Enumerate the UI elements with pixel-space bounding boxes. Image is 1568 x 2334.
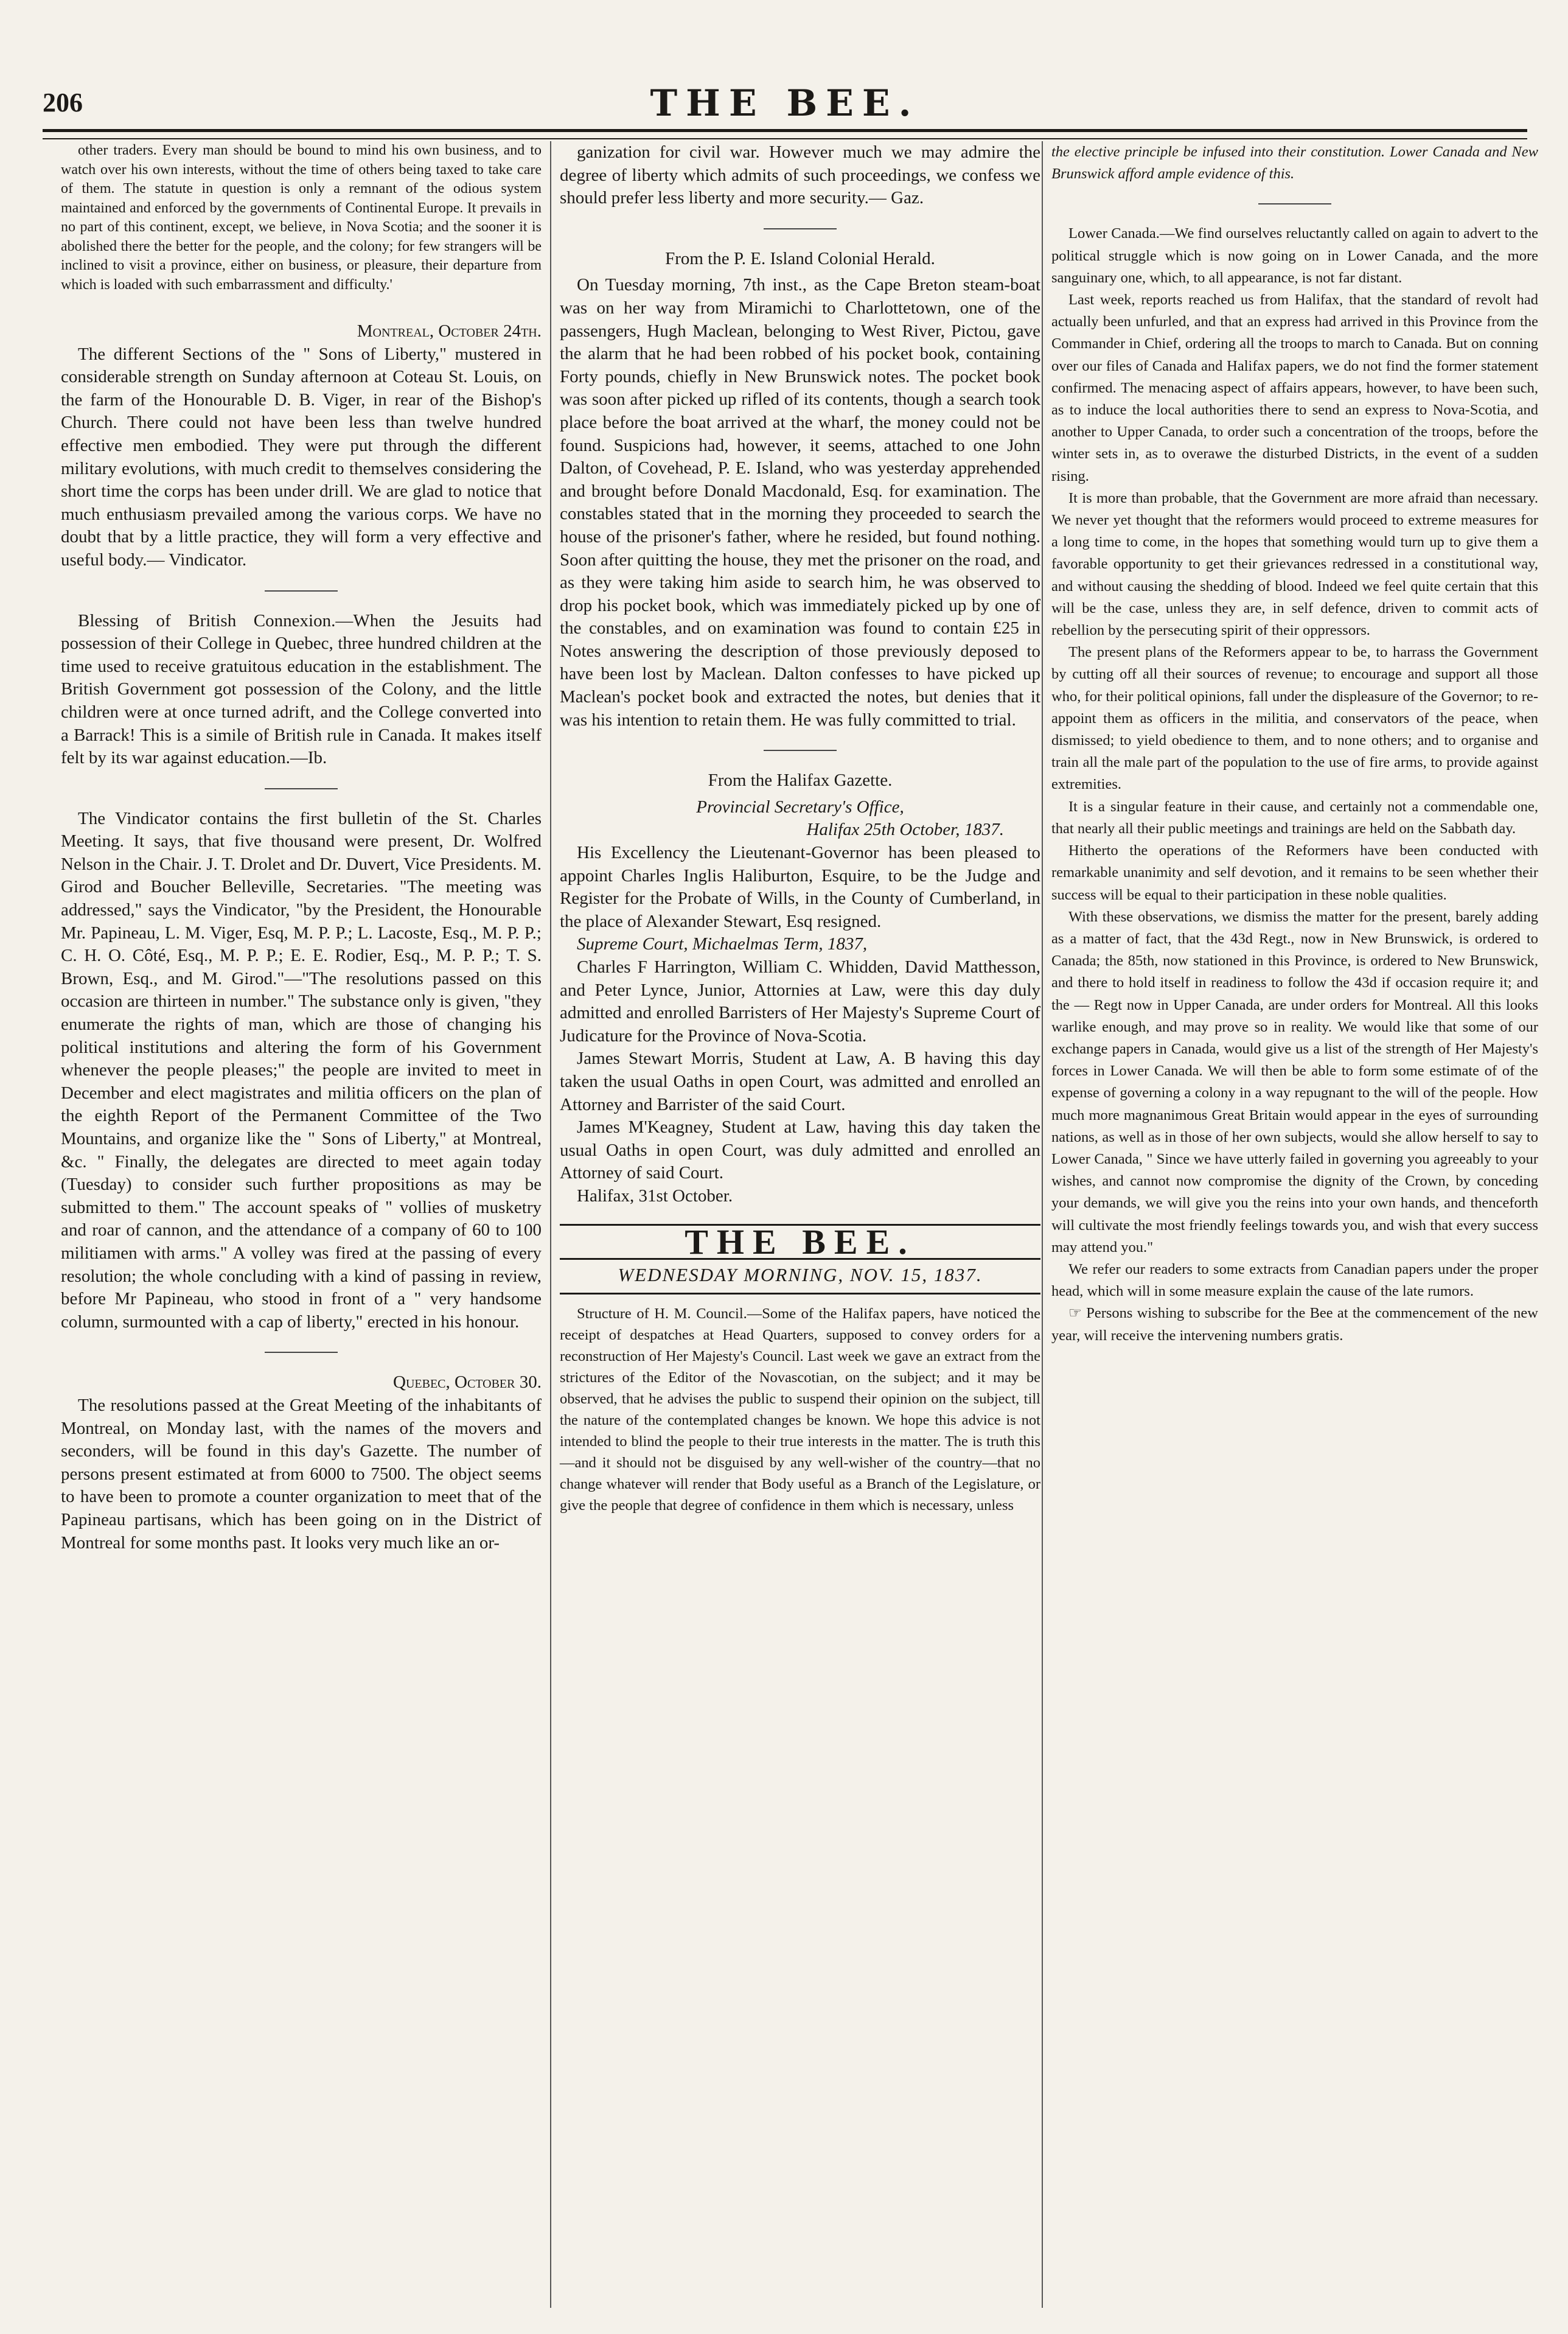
column-1 — [61, 141, 542, 1554]
article-divider — [265, 788, 338, 789]
article-text: It is a singular feature in their cause, and certainly not a commendable one, that nearly all their public meetings and trainings are held on the Sabbath day. — [1051, 798, 1538, 837]
article-text: The different Sections of the " Sons of Liberty," mustered in considerable strength on Sunday afternoon at Coteau St. Louis, on the farm of the Honourable D. B. Viger, in rear of the Bishop's Church. There could not have been less than twelve hundred effective men embodied. They were put through the different military evolutions, with much credit to themselves considering the short time the corps has been under drill. We are glad to notice that much enthusiasm prevailed among the various corps. We have no doubt that by a little practice, they will form a very effective and useful body.— Vindicator. — [61, 344, 542, 570]
article-divider — [1258, 203, 1331, 204]
article-text: We refer our readers to some extracts from Canadian papers under the proper head, which will in some measure explain the cause of the late rumors. — [1051, 1260, 1538, 1300]
issue-date: WEDNESDAY MORNING, NOV. 15, 1837. — [560, 1260, 1040, 1295]
article-text: other traders. Every man should be bound to mind his own business, and to watch over his own interests, without the time of others being taxed to take care of them. The statute in question is only a remnant of the odious system maintained and enforced by the governments of Continental Europe. It prevails in no part of this continent, except, we believe, in Nova Scotia; and the sooner it is abolished there the better for the people, and the colony; for few strangers will be inclined to visit a province, either on business, or pleasure, their departure from which is loaded with such embarrassment and difficulty.' — [61, 142, 542, 293]
dateline: Quebec, October 30. — [393, 1372, 542, 1392]
article-text: On Tuesday morning, 7th inst., as the Cape Breton steam-boat was on her way from Miramichi to Charlottetown, one of the passengers, Hugh Maclean, belonging to West River, Pictou, gave the alarm that he had been robbed of his pocket book, containing Forty pounds, chiefly in New Brunswick notes. The pocket book was soon after picked up rifled of its contents, though a search took place before the boat arrived at the wharf, the money could not be found. Suspicions had, however, it seems, attached to one John Dalton, of Covehead, P. E. Island, who was yesterday apprehended and brought before Donald Macdonald, Esq. for examination. The constables stated that in the morning they proceeded to search the house of the prisoner's father, where he resided, but found nothing. Soon after quitting the house, they met the prisoner on the road, and as they were taking him aside to search him, he was observed to drop his pocket book, which was immediately picked up by one of the constables, and on examination was found to contain £25 in Notes answering the description of those previously deposed to have been lost by Maclean. Dalton confesses to have picked up Maclean's pocket book and extracted the notes, but denies that it was his intention to retain them. He was fully committed to trial. — [560, 275, 1040, 730]
column-divider — [550, 141, 551, 2308]
article-text: ganization for civil war. However much we may admire the degree of liberty which admits of such proceedings, we confess we should prefer less liberty and more security.— Gaz. — [560, 142, 1040, 208]
article-text: It is more than probable, that the Government are more afraid than necessary. We never yet thought that the reformers would proceed to extreme measures for a long time to come, in the hopes that something would turn up to give them a favorable opportunity to get their grievances redressed in a constitutional way, and without causing the shedding of blood. Indeed we feel quite certain that this will be the case, unless they are, in self defence, driven to commit acts of rebellion by the persecuting spirit of their oppressors. — [1051, 489, 1538, 639]
article-text: James Stewart Morris, Student at Law, A. B having this day taken the usual Oaths in open Court, was admitted and enrolled an Attorney and Barrister of the said Court. — [560, 1049, 1040, 1114]
column-2 — [560, 141, 1040, 1516]
article-text: The present plans of the Reformers appear to be, to harrass the Government by cutting off all their sources of revenue; to encourage and support all those who, for their political opinions, fall under the displeasure of the Governor; to re-appoint them as officers in the militia, and conservators of the peace, when dismissed; to yield obedience to them, and to none others; and to organise and train all the male part of the population to the use of fire arms, to provide against extremities. — [1051, 644, 1538, 793]
column-divider — [1042, 141, 1043, 2308]
article-text: The resolutions passed at the Great Meeting of the inhabitants of Montreal, on Monday last, with the names of the movers and seconders, will be found in this day's Gazette. The number of persons present estimated at from 6000 to 7500. The object seems to have been to promote a counter organization to meet that of the Papineau partisans, which has been going on in the District of Montreal for some months past. It looks very much like an or- — [61, 1395, 542, 1553]
article-text: The Vindicator contains the first bulletin of the St. Charles Meeting. It says, that five thousand were present, Dr. Wolfred Nelson in the Chair. J. T. Drolet and Dr. Duvert, Vice Presidents. M. Girod and Boucher Belleville, Secretaries. "The meeting was addressed," says the Vindicator, "by the President, the Honourable Mr. Papineau, L. M. Viger, Esq, M. P. P.; L. Lacoste, Esq., M. P. P.; C. H. O. Côté, Esq., M. P. P.; E. E. Rodier, Esq., M. P. P.; T. S. Brown, Esq., and M. Girod."—"The resolutions passed on this occasion are thirteen in number." The substance only is given, "they enumerate the rights of man, which are those of changing his political institutions and altering the form of his Government whenever the people pleases;" the people are invited to meet in December and elect magistrates and militia officers on the plan of the eighth Report of the Permanent Committee of the Two Mountains, and organize like the " Sons of Liberty," at Montreal, &c. " Finally, the delegates are directed to meet again today (Tuesday) to consider such further propositions as may be submitted to them." The account speaks of " vollies of musketry and roar of cannon, and the attendance of a company of 60 to 100 militiamen with arms." A volley was fired at the passing of every resolution; the whole concluding with a kind of passing in review, before Mr Papineau, who stood in front of a " very handsome column, surmounted with a cap of liberty," erected in his honour. — [61, 808, 542, 1332]
article-divider — [265, 590, 338, 592]
article-text: the elective principle be infused into their constitution. Lower Canada and New Brunswick afford ample evidence of this. — [1051, 144, 1538, 183]
article-text: Last week, reports reached us from Halifax, that the standard of revolt had actually been unfurled, and that an express had arrived in this Province from the Commander in Chief, ordering all the troops to march to Canada. But on conning over our files of Canada and Halifax papers, we do not find the former statement confirmed. The menacing aspect of affairs appears, however, to have been such, as to induce the local authorities there to send an express to Nova-Scotia, and another to Upper Canada, to order such a concentration of the troops, before the winter sets in, as to overawe the disturbed Districts, in the event of a sudden rising. — [1051, 292, 1538, 484]
newspaper-title: THE BEE. — [650, 82, 920, 125]
source-heading: From the Halifax Gazette. — [708, 770, 893, 791]
article-text: James M'Keagney, Student at Law, having this day taken the usual Oaths in open Court, was duly admitted and enrolled an Attorney of said Court. — [560, 1117, 1040, 1183]
dateline: Montreal, October 24th. — [357, 321, 542, 341]
article-text: Charles F Harrington, William C. Whidden, David Matthesson, and Peter Lynce, Junior, Attornies at Law, were this day duly admitted and enrolled Barristers of Her Majesty's Supreme Court of Judicature for the Province of Nova-Scotia. — [560, 957, 1040, 1046]
masthead — [43, 82, 1527, 131]
court-heading: Supreme Court, Michaelmas Term, 1837, — [577, 934, 868, 954]
article-text: Blessing of British Connexion.—When the Jesuits had possession of their College in Quebec, three hundred children at the time used to receive gratuitous education in the establishment. The British Government got possession of the Colony, and the little children were at once turned adrift, and the College converted into a Barrack! This is a simile of British rule in Canada. It makes itself felt by its war against education.—Ib. — [61, 610, 542, 768]
page-number: 206 — [43, 88, 83, 117]
article-text: Structure of H. M. Council.—Some of the Halifax papers, have noticed the receipt of despatches at Head Quarters, supposed to convey orders for a reconstruction of Her Majesty's Council. Last week we gave an extract from the strictures of the Editor of the Novascotian, on the subject; and it may be observed, that he advises the public to suspend their opinion on the subject, till the nature of the contemplated changes be known. We hope this advice is not intended to blind the people to their true interests in the matter. The is truth this—and it should not be disguised by any well-wisher of the country—that no change whatever will render that Body useful as a Branch of the Legislature, or give the people that degree of confidence in them which is necessary, unless — [560, 1305, 1040, 1514]
masthead-rule — [43, 129, 1527, 139]
article-divider — [764, 750, 837, 751]
article-text: Lower Canada.—We find ourselves reluctantly called on again to advert to the political struggle which is now going on in Lower Canada, and the more sanguinary one, which, to all appearance, is not far distant. — [1051, 225, 1538, 286]
office-date: Halifax 25th October, 1837. — [806, 820, 1004, 840]
article-text: Hitherto the operations of the Reformers have been conducted with remarkable unanimity and self devotion, and it remains to be seen whether their success will be equal to their participation in these noble qualities. — [1051, 842, 1538, 903]
editorial-masthead: THE BEE. — [560, 1224, 1040, 1260]
office-heading: Provincial Secretary's Office, — [696, 797, 904, 817]
column-3 — [1051, 141, 1538, 1347]
article-text: With these observations, we dismiss the matter for the present, barely adding as a matter of fact, that the 43d Regt., now in New Brunswick, is ordered to Canada; the 85th, now stationed in this Province, is ordered to New Brunswick, and there to hold itself in readiness to follow the 43d if occasion require it; and the — Regt now in Upper Canada, are under orders for Montreal. All this looks warlike enough, and may prove so in reality. We would like that some of our exchange papers in Canada, would give us a list of the strength of Her Majesty's forces in Lower Canada. We will then be able to form some estimate of of the expense of governing a colony in a way repugnant to the will of the people. How much more magnanimous Great Britain would appear in the eyes of surrounding nations, as well as in those of her own subjects, would she allow herself to say to Lower Canada, " Since we have utterly failed in governing you agreeably to your wishes, and cannot now compromise the dignity of the Crown, by conceding your demands, we will give you the reins into your own hands, and thenceforth will cultivate the most friendly feelings towards you, and wish that every success may attend you." — [1051, 908, 1538, 1256]
dateline: Halifax, 31st October. — [577, 1186, 733, 1206]
source-heading: From the P. E. Island Colonial Herald. — [665, 248, 935, 268]
article-divider — [265, 1352, 338, 1353]
notice-text: ☞ Persons wishing to subscribe for the Bee at the commencement of the new year, will receive the intervening numbers gratis. — [1051, 1305, 1538, 1344]
article-text: His Excellency the Lieutenant-Governor has been pleased to appoint Charles Inglis Haliburton, Esquire, to be the Judge and Register for the Probate of Wills, in the County of Cumberland, in the place of Alexander Stewart, Esq resigned. — [560, 843, 1040, 931]
article-divider — [764, 228, 837, 229]
